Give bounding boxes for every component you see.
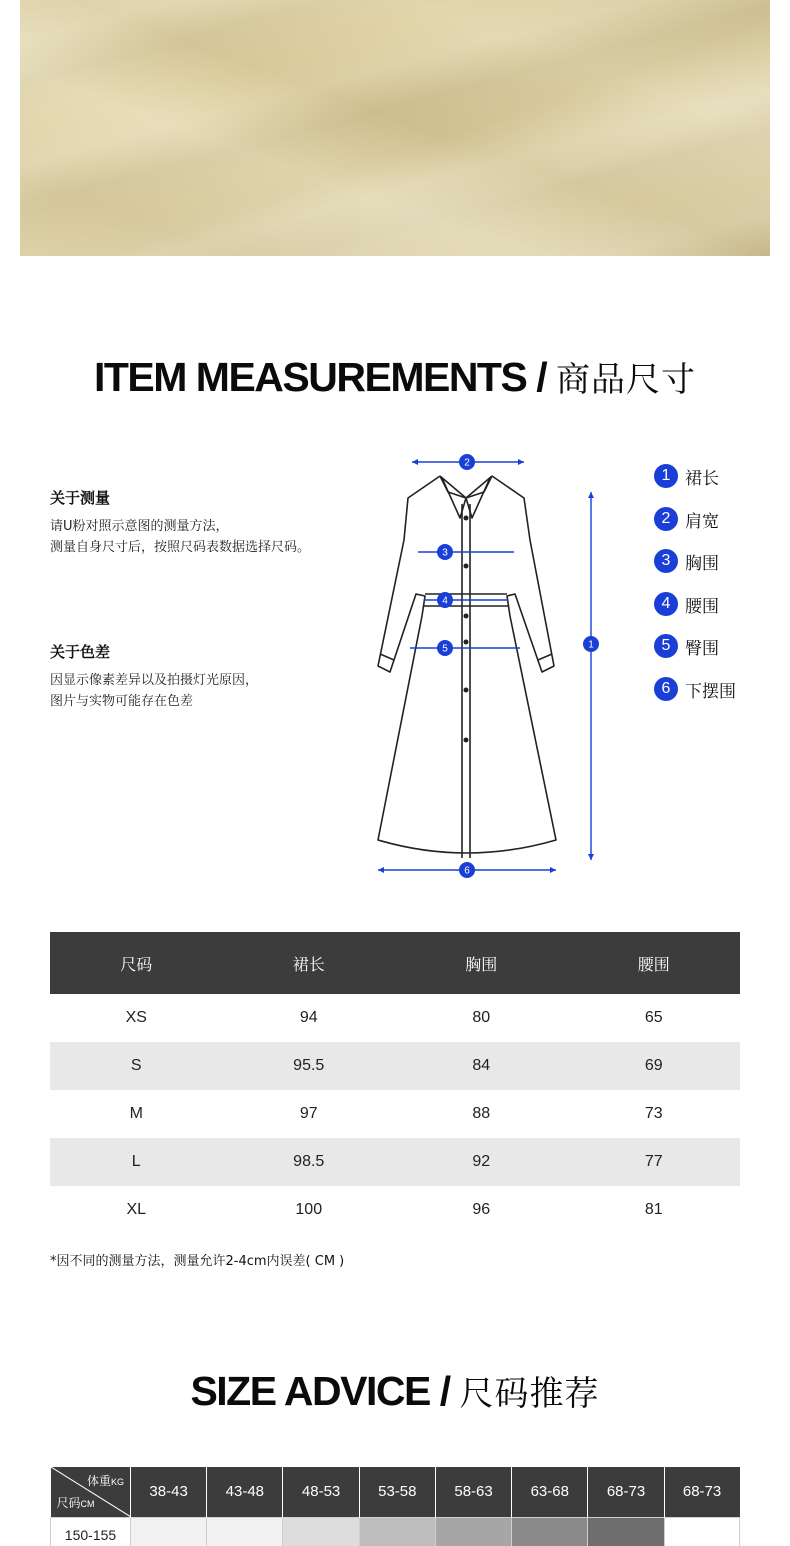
cell-waist: 65 xyxy=(644,1009,663,1026)
legend-number: 3 xyxy=(654,549,678,573)
cell-size: S xyxy=(50,1042,223,1090)
legend-number: 6 xyxy=(654,677,678,701)
legend-label: 裙长 xyxy=(685,469,719,489)
cell-bust: 88 xyxy=(472,1105,491,1122)
marker-6-label: 6 xyxy=(464,865,470,877)
note-color-line: 因显示像素差异以及拍摄灯光原因， xyxy=(50,673,259,688)
corner-height xyxy=(57,1494,95,1511)
weight-column: 48-53 xyxy=(283,1467,359,1517)
advice-cell xyxy=(664,1517,739,1546)
note-measure-title: 关于测量 xyxy=(50,489,111,507)
cell-size: XS xyxy=(125,1009,147,1026)
weight-column: 58-63 xyxy=(435,1467,511,1517)
marker-1-label: 1 xyxy=(588,639,594,651)
cell-size: XL xyxy=(126,1201,147,1218)
table-row xyxy=(50,994,740,1042)
cell-size: M xyxy=(129,1105,143,1122)
measurement-lines xyxy=(378,459,594,873)
cell-length: 95.5 xyxy=(223,1042,396,1090)
cell-waist: 69 xyxy=(568,1042,741,1090)
size-advice-table xyxy=(50,1467,740,1546)
cell-bust: 92 xyxy=(395,1138,568,1186)
header-bust: 胸围 xyxy=(395,932,568,994)
table-row xyxy=(50,1090,740,1138)
cell-waist: 73 xyxy=(644,1105,663,1122)
note-measure-line: 测量自身尺寸后，按照尺码表数据选择尺码。 xyxy=(50,540,311,555)
weight-column: 68-73 xyxy=(664,1467,739,1517)
advice-title xyxy=(0,1366,790,1415)
legend-item xyxy=(654,677,774,720)
legend-label: 肩宽 xyxy=(685,511,719,532)
advice-title-cn: 尺码推荐 xyxy=(459,1374,600,1414)
measurements-title-cn: 商品尺寸 xyxy=(556,360,697,400)
legend-item xyxy=(654,507,774,550)
note-color-text xyxy=(50,670,258,712)
advice-cell xyxy=(207,1517,283,1546)
legend-item xyxy=(654,464,774,507)
header-size: 尺码 xyxy=(50,932,223,994)
weight-column: 38-43 xyxy=(131,1467,207,1517)
legend-label: 胸围 xyxy=(685,554,719,574)
legend-number: 1 xyxy=(654,464,678,488)
advice-cell xyxy=(588,1517,664,1546)
legend-number: 4 xyxy=(654,592,678,616)
advice-header-row xyxy=(51,1467,740,1517)
cell-bust: 80 xyxy=(472,1009,491,1026)
marker-2-label: 2 xyxy=(464,457,470,469)
table-row xyxy=(50,1042,740,1090)
legend-label: 下摆围 xyxy=(685,681,736,702)
measurement-footnote: *因不同的测量方法，测量允许2-4cm内误差( CM ) xyxy=(50,1254,345,1269)
legend-label: 臀围 xyxy=(685,639,719,659)
cell-size: L xyxy=(50,1138,223,1186)
header-waist: 腰围 xyxy=(568,932,741,994)
legend-item xyxy=(654,549,774,592)
weight-column: 68-73 xyxy=(588,1467,664,1517)
dress-buttons xyxy=(464,516,469,743)
weight-column: 53-58 xyxy=(359,1467,435,1517)
corner-height-unit: CM xyxy=(80,1498,95,1509)
dress-measurement-diagram xyxy=(370,448,610,890)
marker-5-label: 5 xyxy=(442,643,448,655)
advice-row xyxy=(51,1517,740,1546)
advice-corner-cell xyxy=(51,1467,131,1517)
cell-waist: 77 xyxy=(568,1138,741,1186)
note-measure-line: 请U粉对照示意图的测量方法， xyxy=(50,519,229,534)
cell-bust: 84 xyxy=(395,1042,568,1090)
corner-weight-label: 体重 xyxy=(86,1474,111,1488)
table-row xyxy=(50,1138,740,1186)
cell-length: 94 xyxy=(299,1009,318,1026)
legend-item xyxy=(654,634,774,677)
cell-length: 100 xyxy=(295,1201,323,1218)
height-label: 150-155 xyxy=(51,1517,131,1546)
advice-cell xyxy=(283,1517,359,1546)
table-row xyxy=(50,1186,740,1234)
corner-weight xyxy=(87,1472,124,1489)
note-measure-text xyxy=(50,516,310,558)
legend-number: 5 xyxy=(654,634,678,658)
note-color-line: 图片与实物可能存在色差 xyxy=(50,694,194,709)
advice-cell xyxy=(359,1517,435,1546)
advice-title-en: SIZE ADVICE / xyxy=(190,1368,450,1414)
weight-column: 63-68 xyxy=(512,1467,588,1517)
cell-length: 98.5 xyxy=(223,1138,396,1186)
legend-item xyxy=(654,592,774,635)
marker-3-label: 3 xyxy=(442,547,448,559)
size-table xyxy=(50,932,740,1234)
note-color-title: 关于色差 xyxy=(50,643,111,661)
legend-label: 腰围 xyxy=(685,596,719,617)
fabric-photo xyxy=(20,0,770,256)
advice-cell xyxy=(435,1517,511,1546)
measurements-title xyxy=(0,352,790,401)
cell-bust: 96 xyxy=(472,1201,491,1218)
dress-outline xyxy=(378,476,556,858)
marker-4-label: 4 xyxy=(442,595,448,607)
cell-waist: 81 xyxy=(644,1201,663,1218)
size-table-header xyxy=(50,932,740,994)
measurement-legend xyxy=(654,464,774,719)
header-length: 裙长 xyxy=(223,932,396,994)
weight-column: 43-48 xyxy=(207,1467,283,1517)
cell-length: 97 xyxy=(299,1105,318,1122)
advice-cell xyxy=(131,1517,207,1546)
corner-height-label: 尺码 xyxy=(56,1495,81,1510)
measurements-title-en: ITEM MEASUREMENTS / xyxy=(93,354,547,400)
advice-cell xyxy=(512,1517,588,1546)
legend-number: 2 xyxy=(654,507,678,531)
corner-weight-unit: KG xyxy=(110,1477,124,1487)
